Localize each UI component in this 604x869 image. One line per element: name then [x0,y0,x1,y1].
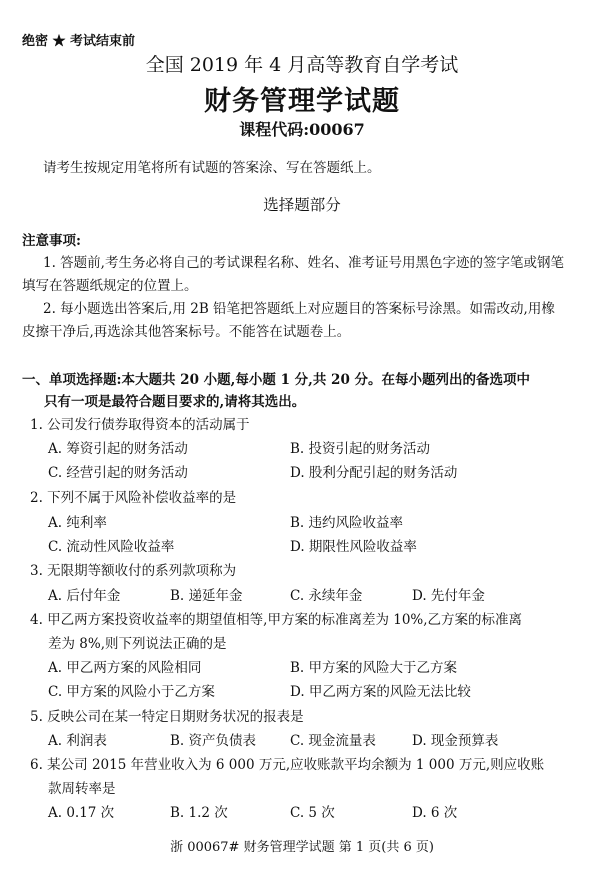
instruction-1-line-2: 填写在答题纸规定的位置上。 [22,278,198,294]
question-3-option-b: B. 递延年金 [170,588,243,604]
question-3-option-c: C. 永续年金 [290,588,363,604]
question-3-option-a: A. 后付年金 [48,588,121,604]
question-6-option-b: B. 1.2 次 [170,805,228,821]
question-2-option-a: A. 纯利率 [48,515,107,531]
question-2-option-b: B. 违约风险收益率 [290,515,404,531]
question-1-option-d: D. 股利分配引起的财务活动 [290,465,458,481]
course-code: 课程代码:00067 [239,120,365,139]
question-5-option-b: B. 资产负债表 [170,733,257,749]
question-4-stem-line-2: 差为 8%,则下列说法正确的是 [48,636,227,652]
question-2-stem-post: 属于风险补偿收益率的是 [87,490,237,506]
question-4-option-d: D. 甲乙两方案的风险无法比较 [290,684,471,700]
question-5-option-d: D. 现金预算表 [412,733,499,749]
question-1-option-c: C. 经营引起的财务活动 [48,465,188,481]
answer-notice: 请考生按规定用笔将所有试题的答案涂、写在答题纸上。 [43,160,381,176]
part-one-heading-line-1: 一、单项选择题:本大题共 20 小题,每小题 1 分,共 20 分。在每小题列出的备选项中 [22,372,531,388]
question-2-emphasis: 不 [74,490,88,506]
question-6-option-c: C. 5 次 [290,805,335,821]
question-4-option-c: C. 甲方案的风险小于乙方案 [48,684,215,700]
question-3-option-d: D. 先付年金 [412,588,485,604]
instruction-2-line-1: 2. 每小题选出答案后,用 2B 铅笔把答题纸上对应题目的答案标号涂黑。如需改动,用橡 [43,301,555,317]
question-6-option-d: D. 6 次 [412,805,458,821]
question-5-stem: 5. 反映公司在某一特定日期财务状况的报表是 [30,709,304,725]
exam-title: 全国 2019 年 4 月高等教育自学考试 [145,54,459,76]
instructions-heading: 注意事项: [22,233,81,249]
instruction-1-line-1: 1. 答题前,考生务必将自己的考试课程名称、姓名、准考证号用黑色字迹的签字笔或钢笔 [43,255,564,271]
page-footer: 浙 00067# 财务管理学试题 第 1 页(共 6 页) [170,840,434,855]
instruction-2-line-2: 皮擦干净后,再选涂其他答案标号。不能答在试题卷上。 [22,324,351,340]
question-5-option-c: C. 现金流量表 [290,733,376,749]
part-one-heading-line-2: 只有一项是最符合题目要求的,请将其选出。 [44,394,306,410]
question-6-option-a: A. 0.17 次 [48,805,115,821]
question-1-stem: 1. 公司发行债券取得资本的活动属于 [30,417,250,433]
question-6-stem-line-1: 6. 某公司 2015 年营业收入为 6 000 万元,应收账款平均余额为 1 000 万元,则应收账 [30,757,545,773]
question-2-option-d: D. 期限性风险收益率 [290,539,417,555]
question-2-stem [30,486,236,506]
subject-title: 财务管理学试题 [204,86,400,117]
question-4-option-a: A. 甲乙两方案的风险相同 [48,660,202,676]
question-1-option-b: B. 投资引起的财务活动 [290,441,431,457]
question-3-stem: 3. 无限期等额收付的系列款项称为 [30,563,237,579]
question-2-stem-pre: 2. 下列 [30,490,75,506]
section-title: 选择题部分 [263,196,341,214]
confidential-label: 绝密 ★ 考试结束前 [22,34,136,49]
question-4-option-b: B. 甲方案的风险大于乙方案 [290,660,458,676]
question-1-option-a: A. 筹资引起的财务活动 [48,441,188,457]
question-6-stem-line-2: 款周转率是 [48,781,116,797]
question-4-stem-line-1: 4. 甲乙两方案投资收益率的期望值相等,甲方案的标准离差为 10%,乙方案的标准离 [30,612,523,628]
question-5-option-a: A. 利润表 [48,733,107,749]
question-2-option-c: C. 流动性风险收益率 [48,539,175,555]
